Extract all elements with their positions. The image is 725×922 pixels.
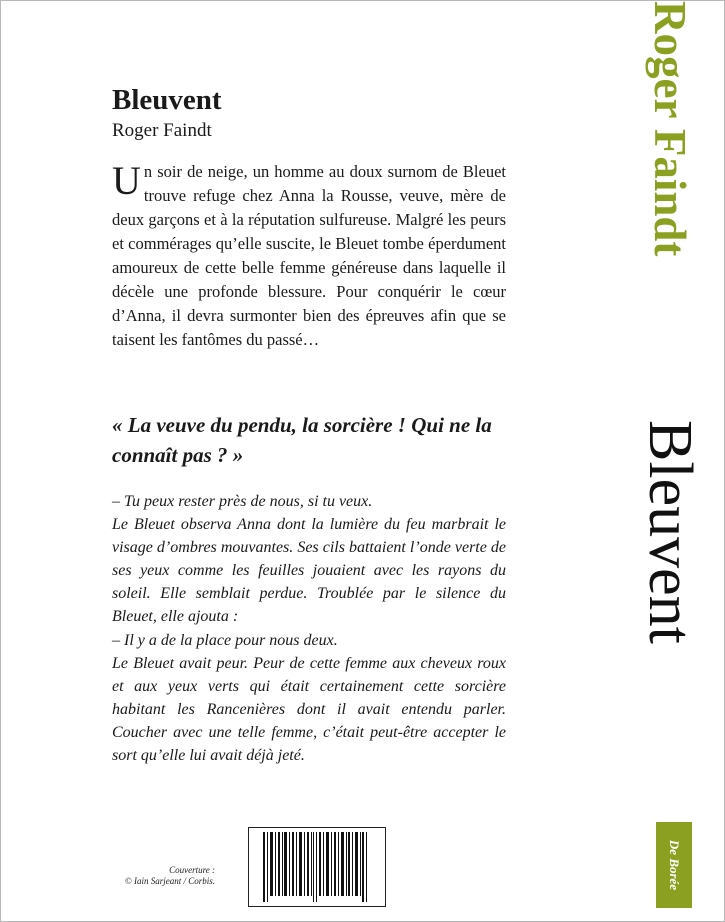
- barcode-graphic: [249, 828, 385, 906]
- spine-author-text: Roger Faindt: [645, 1, 695, 257]
- spine-title-text: Bleuvent: [636, 420, 704, 644]
- blurb-text: n soir de neige, un homme au doux surnom de Bleuet trouve refuge chez Anna la Rousse, veuve, mère de deux garçons et à la réputation sulfureuse. Malgré les peurs et commérages qu’elle suscite, le Bleuet tombe éperdument amoureux de cette belle femme généreuse dans laquelle il décèle une profonde blessure. Pour conquérir le cœur d’Anna, il devra surmonter bien des épreuves afin que se taisent les fantômes du passé…: [112, 162, 506, 349]
- excerpt: [112, 490, 506, 767]
- credit-text: © Iain Sarjeant / Corbis.: [124, 876, 215, 886]
- book-title: Bleuvent: [112, 84, 222, 116]
- cover-credit: [125, 865, 215, 887]
- publisher-logo: [656, 822, 692, 908]
- pull-quote: « La veuve du pendu, la sorcière ! Qui ne la connaît pas ? »: [112, 413, 492, 467]
- excerpt-line: Le Bleuet avait peur. Peur de cette femme aux cheveux roux et aux yeux verts qui était certainement cette sorcière habitant les Rancenières dont il avait entendu parler. Coucher avec une telle femme, c’était peut-être accepter le sort qu’elle lui avait déjà jeté.: [112, 654, 506, 765]
- blurb-dropcap: U: [112, 158, 141, 203]
- spine-author: [640, 1, 700, 306]
- credit-label: Couverture :: [169, 865, 215, 875]
- spine-title: [630, 420, 710, 710]
- back-cover-header: [112, 84, 507, 143]
- excerpt-line: – Tu peux rester près de nous, si tu veux.: [112, 493, 373, 510]
- excerpt-line: – Il y a de la place pour nous deux.: [112, 631, 338, 649]
- excerpt-line: Le Bleuet observa Anna dont la lumière du feu marbrait le visage d’ombres mouvantes. Ses cils battaient l’onde verte de ses yeux comme les feuilles jouaient avec les rayons du soleil. Elle semblait perdue. Troublée par le silence du Bleuet, elle ajouta :: [112, 516, 506, 626]
- book-author: Roger Faindt: [112, 120, 212, 141]
- barcode: [248, 827, 386, 907]
- blurb: [112, 160, 506, 352]
- publisher-name: De Borée: [667, 839, 682, 891]
